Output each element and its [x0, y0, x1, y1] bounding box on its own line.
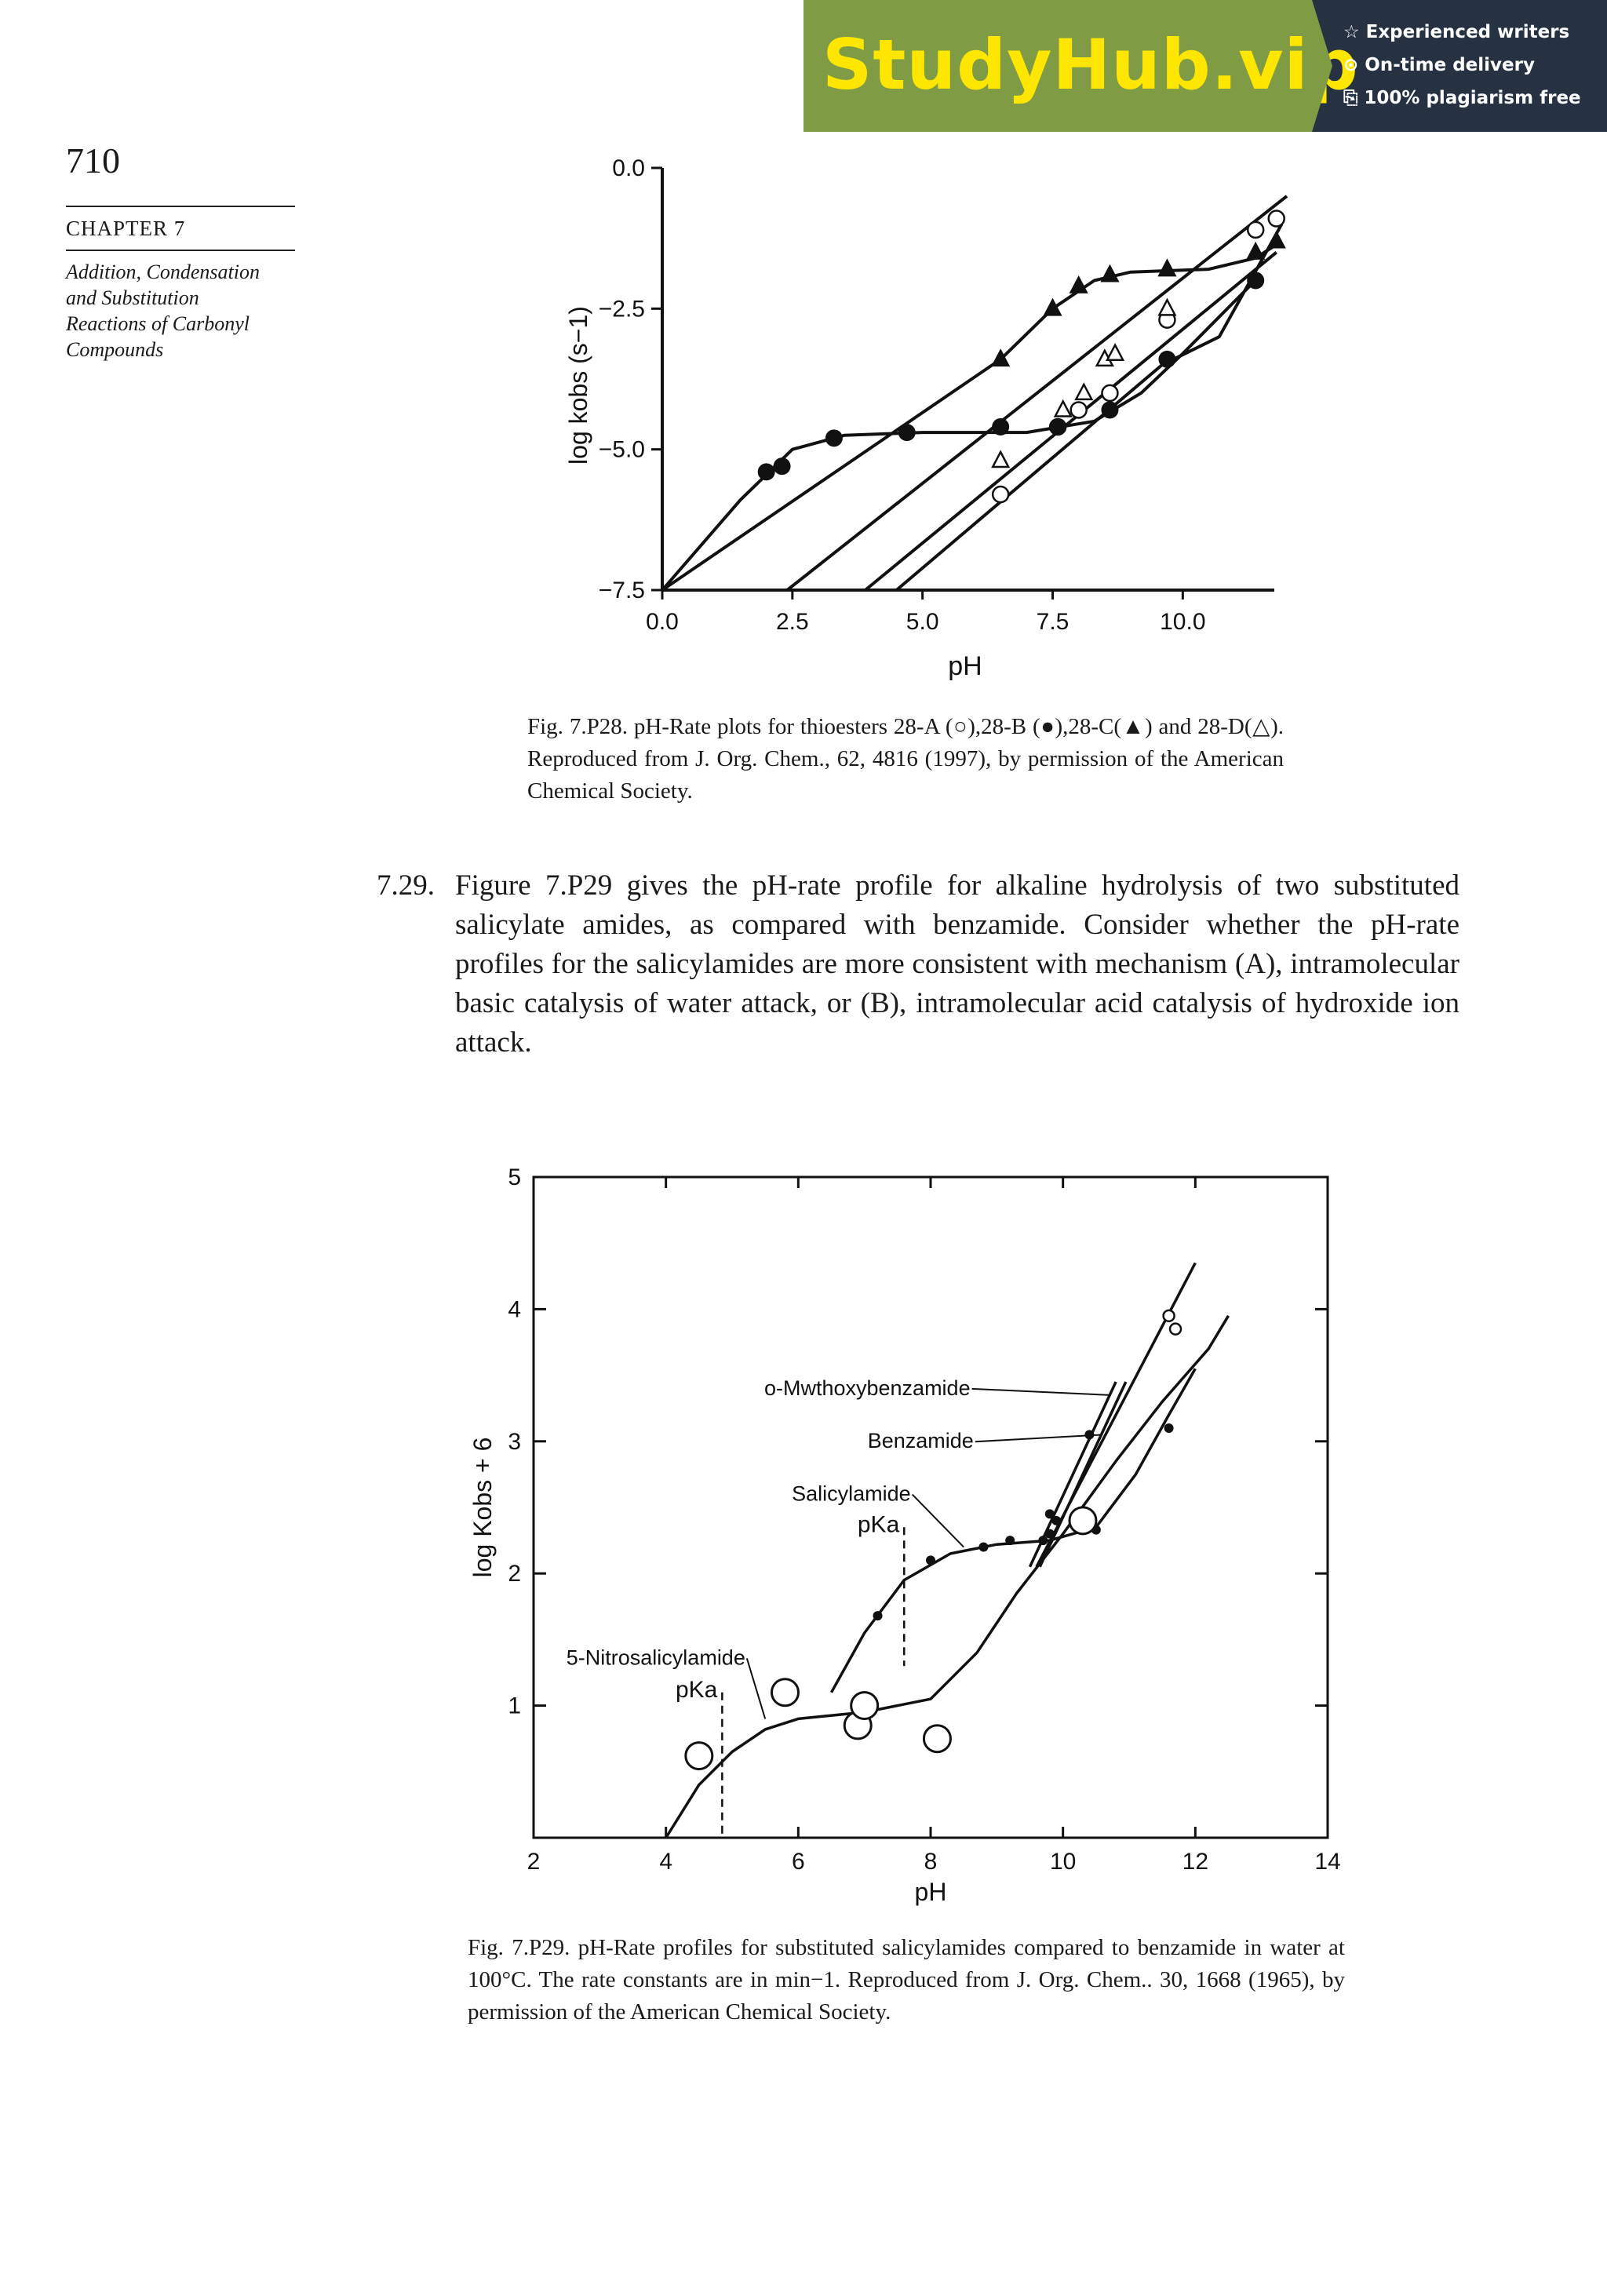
- annotation-leader: [972, 1389, 1110, 1395]
- data-point-28-C: [1159, 261, 1175, 275]
- annotation-label: o-Mwthoxybenzamide: [763, 1376, 971, 1400]
- section-title-line: Addition, Condensation: [66, 261, 260, 283]
- x-tick-label: 10.0: [1160, 609, 1206, 635]
- data-point-benzamide: [1170, 1324, 1181, 1335]
- data-point-28-B: [1101, 401, 1118, 418]
- y-tick-label: 5: [508, 1164, 521, 1190]
- x-tick-label: 10: [1049, 1849, 1077, 1875]
- section-title-line: and Substitution: [66, 286, 199, 309]
- data-point-salicylamide: [873, 1611, 883, 1620]
- promo-banner[interactable]: [804, 0, 1607, 132]
- data-point-28-B: [774, 457, 791, 475]
- x-axis-label: pH: [948, 651, 982, 681]
- pka-label: pKa: [857, 1511, 900, 1538]
- data-point-28-B: [758, 463, 775, 480]
- data-point-28-C: [1269, 232, 1285, 247]
- data-point-salicylamide: [1005, 1536, 1015, 1545]
- x-tick-label: 14: [1314, 1849, 1341, 1875]
- figure-7p29-caption: Fig. 7.P29. pH-Rate profiles for substituted salicylamides compared to benzamide in water at 100°C. The rate constants are in min−1. Reproduced from J. Org. Chem.. 30, 1668 (1965), by permission of the American Chemical Society.: [468, 1935, 1345, 2024]
- data-point-28-D: [993, 452, 1008, 467]
- y-tick-label: 2: [508, 1561, 521, 1587]
- data-point-28-B: [898, 424, 916, 441]
- data-point-28-C: [1071, 278, 1087, 293]
- question-number: 7.29.: [377, 869, 435, 902]
- data-point-28-D: [1076, 384, 1091, 399]
- banner-feature-writers: ☆ Experienced writers: [1343, 22, 1570, 42]
- data-point-salicylamide: [926, 1555, 935, 1565]
- y-tick-label: −2.5: [598, 296, 645, 323]
- x-tick-label: 4: [659, 1849, 673, 1875]
- x-tick-label: 7.5: [1036, 609, 1070, 635]
- annotation-label: Salicylamide: [792, 1481, 911, 1506]
- data-point-28-C: [1102, 266, 1117, 281]
- section-title-line: Compounds: [66, 338, 164, 361]
- x-tick-label: 2: [527, 1849, 541, 1875]
- data-point-28-A: [1269, 211, 1285, 227]
- fit-curve: [662, 241, 1281, 590]
- x-tick-label: 12: [1182, 1849, 1209, 1875]
- banner-arrow: [1312, 0, 1332, 132]
- y-tick-label: −5.0: [598, 436, 645, 463]
- page-number: 710: [66, 140, 120, 180]
- banner-feature-delivery: ⊙ On-time delivery: [1343, 55, 1535, 75]
- pka-label: pKa: [675, 1676, 718, 1703]
- data-point-28-A: [1248, 222, 1263, 238]
- data-point-28-B: [992, 418, 1009, 436]
- data-point-28-A: [1102, 385, 1117, 401]
- data-point-28-B: [1158, 351, 1175, 368]
- data-point-28-A: [1071, 402, 1087, 417]
- x-axis-label: pH: [914, 1878, 947, 1906]
- fit-curve: [787, 196, 1287, 590]
- data-point-nitrosalicylamide: [851, 1693, 878, 1719]
- x-tick-label: 0.0: [646, 609, 679, 635]
- data-point-salicylamide: [1164, 1423, 1174, 1433]
- annotation-label: Benzamide: [867, 1429, 974, 1453]
- divider: [66, 206, 295, 207]
- banner-logo[interactable]: StudyHub.vip: [822, 24, 1359, 105]
- banner-feature-plagiarism: ⎘ 100% plagiarism free: [1343, 88, 1581, 108]
- data-point-benzamide: [1051, 1516, 1061, 1525]
- y-tick-label: 0.0: [612, 155, 645, 181]
- banner-green-panel: [804, 0, 1359, 132]
- data-point-nitrosalicylamide: [924, 1726, 950, 1752]
- data-point-28-B: [1247, 272, 1264, 289]
- data-point-28-A: [993, 487, 1008, 502]
- fit-curve: [865, 253, 1277, 590]
- annotation-label: 5-Nitrosalicylamide: [566, 1645, 745, 1670]
- y-axis-label: log kobs (s−1): [564, 306, 592, 465]
- x-tick-label: 6: [791, 1849, 805, 1875]
- x-tick-label: 2.5: [775, 609, 809, 635]
- data-point-nitrosalicylamide: [771, 1679, 798, 1706]
- x-tick-label: 5.0: [906, 609, 939, 635]
- data-point-28-D: [1159, 300, 1175, 315]
- data-point-28-D: [1055, 401, 1071, 416]
- fit-curve: [1040, 1382, 1126, 1567]
- figure-7p28-caption: Fig. 7.P28. pH-Rate plots for thioesters 28-A (○),28-B (●),28-C(▲) and 28-D(△). Reproduced from J. Org. Chem., 62, 4816 (1997), by permission of the American Chemical Society.: [527, 714, 1284, 804]
- y-axis-label: log Kobs + 6: [468, 1437, 497, 1578]
- x-tick-label: 8: [924, 1849, 938, 1875]
- chapter-label: CHAPTER 7: [66, 217, 186, 240]
- divider: [66, 250, 295, 251]
- data-point-salicylamide: [978, 1543, 988, 1552]
- question-text: Figure 7.P29 gives the pH-rate profile for alkaline hydrolysis of two substituted salicylate amides, as compared with benzamide. Consider whether the pH-rate profiles for the salicylamides are more consistent with mechanism (A), intramolecular basic catalysis of water attack, or (B), intramolecular acid catalysis of hydroxide ion attack.: [455, 869, 1459, 1059]
- data-point-nitrosalicylamide: [686, 1743, 712, 1769]
- data-point-nitrosalicylamide: [1070, 1507, 1096, 1534]
- annotation-leader: [913, 1495, 964, 1547]
- data-point-28-C: [1045, 300, 1061, 315]
- section-title-line: Reactions of Carbonyl: [66, 312, 250, 335]
- annotation-leader: [747, 1658, 765, 1718]
- figure-7p29-chart: [455, 1161, 1365, 1922]
- data-point-28-B: [825, 429, 843, 446]
- y-tick-label: 1: [508, 1693, 521, 1719]
- data-point-salicylamide: [1045, 1529, 1055, 1539]
- data-point-benzamide: [1164, 1310, 1175, 1321]
- data-point-28-D: [1107, 345, 1123, 360]
- y-tick-label: −7.5: [598, 578, 645, 603]
- data-point-28-C: [1248, 244, 1263, 259]
- y-tick-label: 3: [508, 1428, 521, 1455]
- annotation-leader: [975, 1434, 1102, 1441]
- y-tick-label: 4: [508, 1296, 521, 1323]
- section-title: [66, 259, 301, 363]
- figure-7p28-chart: [518, 141, 1303, 691]
- data-point-28-B: [1049, 418, 1066, 436]
